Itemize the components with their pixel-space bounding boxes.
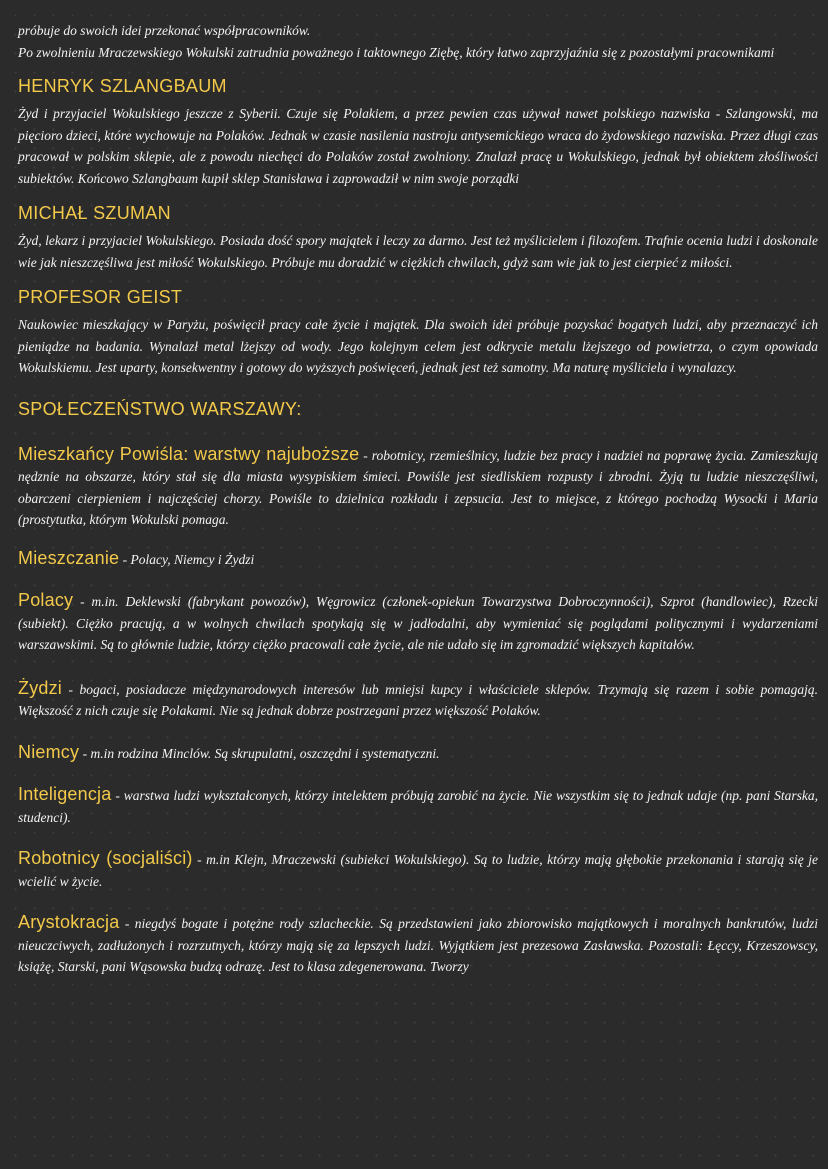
- group-townspeople: Mieszczanie - Polacy, Niemcy i Żydzi: [18, 547, 255, 568]
- section-heading: HENRYK SZLANGBAUM: [18, 76, 227, 96]
- group-label: Arystokracja: [18, 912, 120, 932]
- society-title: SPOŁECZEŃSTWO WARSZAWY:: [18, 398, 302, 419]
- character-geist: [18, 287, 818, 379]
- section-text: Żyd i przyjaciel Wokulskiego jeszcze z Syberii. Czuje się Polakiem, a przez pewien czas używał nawet polskiego nazwiska - Szlangowski, ma pięcioro dzieci, które wychowuje na Polaków. Jednak w czasie nasilenia nastroju antysemickiego wraca do żydowskiego nazwiska. Przez długi czas pracował w polskim sklepie, ale z powodu niechęci do Polaków został zwolniony. Znalazł pracę u Wokulskiego, jednak był obiektem złośliwości subiektów. Końcowo Szlangbaum kupił sklep Stanisława i zaprowadził w nim swoje porządki: [18, 106, 818, 186]
- group-label: Mieszczanie: [18, 547, 120, 568]
- group-jews: Żydzi - bogaci, posiadacze międzynarodowych interesów lub mniejsi kupcy i właściciele sklepów. Trzymają się razem i sobie pomagają. Większość z nich czuje się Polakami. Nie są jednak dobrze postrzegani przez większość Polaków.: [18, 677, 818, 718]
- group-text: niegdyś bogate i potężne rody szlacheckie. Są przedstawieni jako zbiorowisko majątkowych i moralnych bankrutów, ludzi nieuczciwych, zadłużonych i rozrzutnych, którzy mają się za lepszych ludzi. Wyjątkiem jest prezesowa Zasławska. Pozostali: Łęccy, Krzeszowscy, książę, Starski, pani Wąsowska budzą odrazę. Jest to klasa zdegenerowana. Tworzy: [18, 916, 818, 974]
- group-text: m.in rodzina Minclów. Są skrupulatni, oszczędni i systematyczni.: [90, 745, 440, 761]
- group-label: Niemcy: [18, 741, 80, 762]
- section-text: Żyd, lekarz i przyjaciel Wokulskiego. Posiada dość spory majątek i leczy za darmo. Jest też myślicielem i filozofem. Trafnie ocenia ludzi i doskonale wie jak nieszczęśliwa jest miłość Wokulskiego. Próbuje mu doradzić w ciężkich chwilach, gdyż sam wie jak to jest cierpieć z miłości.: [18, 233, 818, 270]
- group-text: robotnicy, rzemieślnicy, ludzie bez pracy i nadziei na poprawę życia. Zamieszkują nędznie na obszarze, który stał się dla miasta wysypiskiem śmieci. Powiśle jest siedliskiem rozpusty i zbrodni. Żyją tu ludzie nieszczęśliwi, obarczeni cierpieniem i najczęściej chorzy. Powiśle to dzielnica rozkładu i zepsucia. Jest to miejsce, z którego pochodzą Wysocki i Maria (prostytutka, którym Wokulski pomaga.: [18, 447, 818, 527]
- group-text: m.in. Deklewski (fabrykant powozów), Węgrowicz (członek-opiekun Towarzystwa Dobroczynności), Szprot (handlowiec), Rzecki (subiekt). Ciężko pracują, a w wolnych chwilach spotykają się w jadłodalni, aby wymieniać się poglądami politycznymi i wydarzeniami warszawskimi. Są to głównie ludzie, którzy ciężko pracowali całe życie, ale nie udało się im zgromadzić większych kapitałów.: [18, 594, 819, 652]
- group-poor: Mieszkańcy Powiśla: warstwy najuboższe - robotnicy, rzemieślnicy, ludzie bez pracy i nadziei na poprawę życia. Zamieszkują nędznie na obszarze, który stał się dla miasta wysypiskiem śmieci. Powiśle jest siedliskiem rozpusty i zbrodni. Żyją tu ludzie nieszczęśliwi, obarczeni cierpieniem i najczęściej chorzy. Powiśle to dzielnica rozkładu i zepsucia. Jest to miejsce, z którego pochodzą Wysocki i Maria (prostytutka, którym Wokulski pomaga.: [18, 443, 818, 527]
- character-szuman: [18, 203, 818, 273]
- group-label: Inteligencja: [18, 784, 112, 804]
- notes-page: [18, 20, 818, 978]
- group-text: Polacy, Niemcy i Żydzi: [130, 551, 255, 567]
- group-workers: Robotnicy (socjaliści) - m.in Klejn, Mraczewski (subiekci Wokulskiego). Są to ludzie, którzy mają głębokie przekonania i starają się je wcielić w życie.: [18, 848, 819, 889]
- group-label: Polacy: [18, 590, 74, 610]
- group-aristocracy: Arystokracja - niegdyś bogate i potężne rody szlacheckie. Są przedstawieni jako zbiorowisko majątkowych i moralnych bankrutów, ludzi nieuczciwych, zadłużonych i rozrzutnych, którzy mają się za lepszych ludzi. Wyjątkiem jest prezesowa Zasławska. Pozostali: Łęccy, Krzeszowscy, książę, Starski, pani Wąsowska budzą odrazę. Jest to klasa zdegenerowana. Tworzy: [18, 912, 818, 974]
- intro-paragraph: Po zwolnieniu Mraczewskiego Wokulski zatrudnia poważnego i taktownego Ziębę, który łatwo zaprzyjaźnia się z pozostałymi pracownikami: [18, 44, 775, 60]
- section-heading: MICHAŁ SZUMAN: [18, 203, 171, 223]
- group-label: Żydzi: [18, 677, 63, 698]
- section-heading: PROFESOR GEIST: [18, 287, 183, 307]
- group-intelligentsia: Inteligencja - warstwa ludzi wykształconych, którzy intelektem próbują zarobić na życie. Nie wszystkim się to jednak udaje (np. pani Starska, studenci).: [18, 784, 818, 825]
- section-text: Naukowiec mieszkający w Paryżu, poświęcił pracy całe życie i majątek. Dla swoich idei próbuje pozyskać bogatych ludzi, aby przeznaczyć ich pieniądze na badania. Wynalazł metal lżejszy od wody. Jego kolejnym celem jest odkrycie metalu lżejszego od powietrza, o czym opowiada Wokulskiemu. Jest uparty, konsekwentny i gotowy do wyższych poświęceń, jednak jest też samotny. Ma naturę myśliciela i wynalazcy.: [18, 317, 818, 375]
- intro-line: próbuje do swoich idei przekonać współpracowników.: [18, 23, 311, 38]
- group-label: Robotnicy (socjaliści): [18, 848, 193, 868]
- group-germans: Niemcy - m.in rodzina Minclów. Są skrupulatni, oszczędni i systematyczni.: [18, 741, 440, 762]
- character-szlangbaum: [18, 76, 818, 189]
- group-text: warstwa ludzi wykształconych, którzy intelektem próbują zarobić na życie. Nie wszystkim się to jednak udaje (np. pani Starska, studenci).: [18, 788, 818, 825]
- group-text: m.in Klejn, Mraczewski (subiekci Wokulskiego). Są to ludzie, którzy mają głębokie przekonania i starają się je wcielić w życie.: [18, 852, 819, 889]
- group-poles: Polacy - m.in. Deklewski (fabrykant powozów), Węgrowicz (członek-opiekun Towarzystwa Dobroczynności), Szprot (handlowiec), Rzecki (subiekt). Ciężko pracują, a w wolnych chwilach spotykają się w jadłodalni, aby wymieniać się poglądami politycznymi i wydarzeniami warszawskimi. Są to głównie ludzie, którzy ciężko pracowali całe życie, ale nie udało się im zgromadzić większych kapitałów.: [18, 590, 819, 652]
- group-text: bogaci, posiadacze międzynarodowych interesów lub mniejsi kupcy i właściciele sklepów. Trzymają się razem i sobie pomagają. Większość z nich czuje się Polakami. Nie są jednak dobrze postrzegani przez większość Polaków.: [18, 681, 818, 718]
- group-label: Mieszkańcy Powiśla: warstwy najuboższe: [18, 443, 360, 464]
